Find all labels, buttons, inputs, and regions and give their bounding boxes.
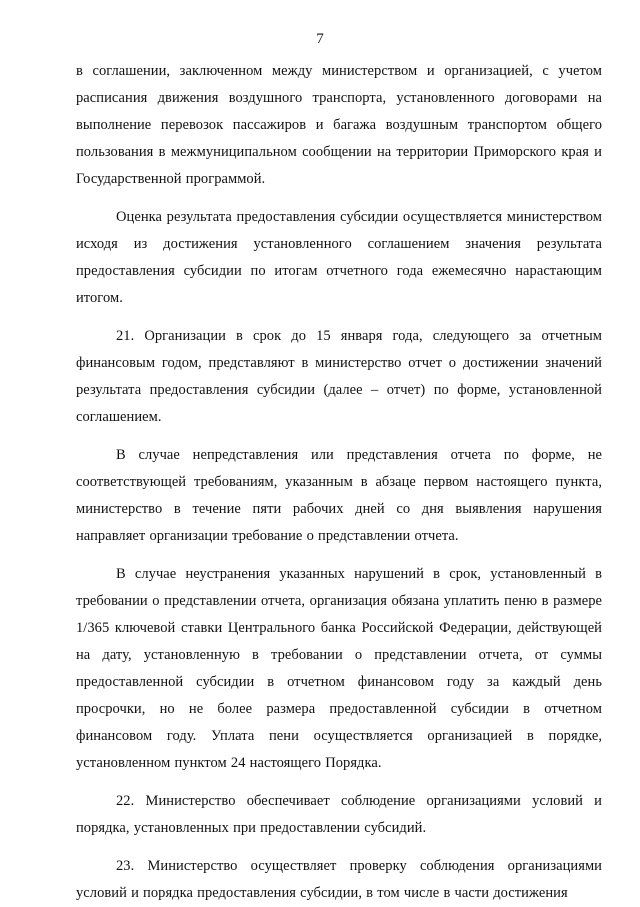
paragraph-report-nonsubmission: В случае непредставления или представления отчета по форме, не соответствующей требованиям, указанным в абзаце первом настоящего пункта, министерство в течение пяти рабочих дней со дня выявления нарушения направляет организации требование о представлении отчета. xyxy=(76,447,602,544)
paragraph-item-23: 23. Министерство осуществляет проверку соблюдения организациями условий и порядка предоставления субсидии, в том числе в части достижения xyxy=(76,858,602,901)
paragraph-item-21: 21. Организации в срок до 15 января года, следующего за отчетным финансовым годом, представляют в министерство отчет о достижении значений результата предоставления субсидии (далее – отчет) по форме, установленной соглашением. xyxy=(76,328,602,425)
document-body xyxy=(76,58,602,907)
paragraph-penalty: В случае неустранения указанных нарушений в срок, установленный в требовании о представлении отчета, организация обязана уплатить пеню в размере 1/365 ключевой ставки Центрального банка Российской Федерации, действующей на дату, установленную в требовании о представлении отчета, от суммы предоставленной субсидии в отчетном финансовом году за каждый день просрочки, но не более размера предоставленной субсидии в отчетном финансовом году. Уплата пени осуществляется организацией в порядке, установленном пунктом 24 настоящего Порядка. xyxy=(76,566,602,771)
paragraph-result-evaluation: Оценка результата предоставления субсидии осуществляется министерством исходя из достижения установленного соглашением значения результата предоставления субсидии по итогам отчетного года ежемесячно нарастающим итогом. xyxy=(76,209,602,306)
paragraph-item-22: 22. Министерство обеспечивает соблюдение организациями условий и порядка, установленных при предоставлении субсидий. xyxy=(76,793,602,836)
paragraph-continuation: в соглашении, заключенном между министерством и организацией, с учетом расписания движения воздушного транспорта, установленного договорами на выполнение перевозок пассажиров и багажа воздушным транспортом общего пользования в межмуниципальном сообщении на территории Приморского края и Государственной программой. xyxy=(76,63,602,187)
page-number: 7 xyxy=(316,31,324,47)
